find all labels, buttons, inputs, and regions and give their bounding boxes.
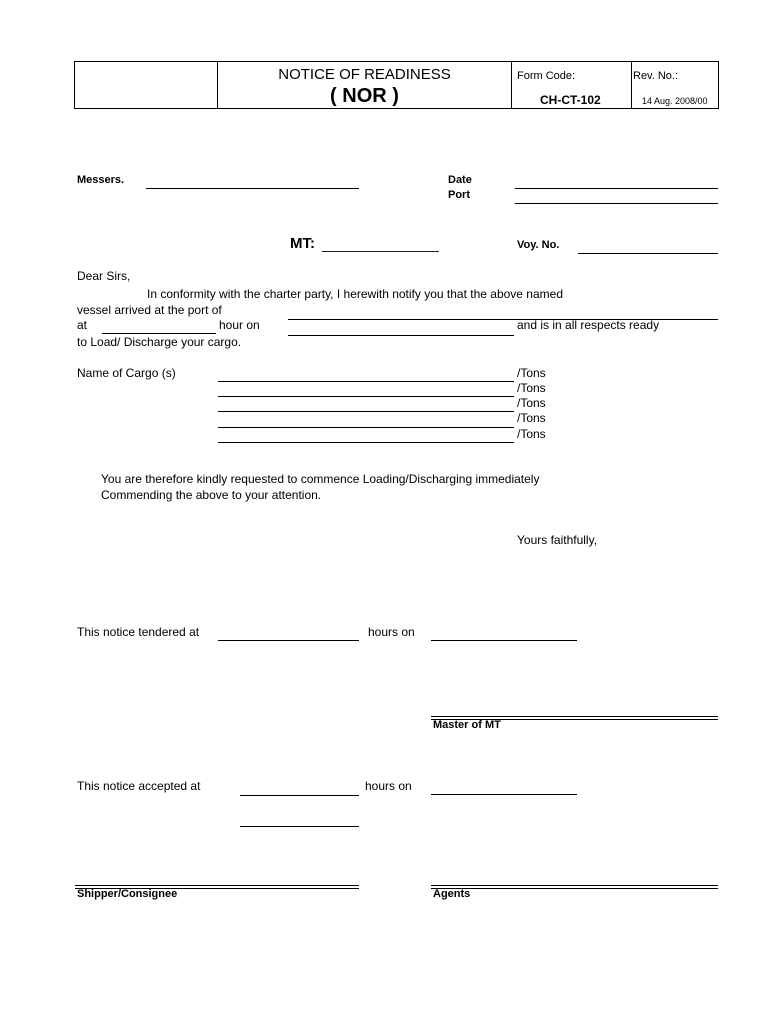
accepted-label: This notice accepted at	[77, 779, 201, 793]
tendered-time-field[interactable]	[218, 640, 359, 641]
port-field[interactable]	[515, 203, 718, 204]
messers-field[interactable]	[146, 188, 359, 189]
letter-line-4: to Load/ Discharge your cargo.	[77, 335, 242, 349]
letter-line-1: In conformity with the charter party, I herewith notify you that the above named	[147, 287, 563, 301]
letter-line-2: vessel arrived at the port of	[77, 303, 222, 317]
rev-label: Rev. No.:	[633, 70, 679, 82]
arrival-hour-field[interactable]	[102, 333, 216, 334]
request-text: You are therefore kindly requested to commence Loading/Discharging immediately	[101, 472, 540, 486]
form-title: NOTICE OF READINESS	[278, 66, 451, 83]
voy-label: Voy. No.	[517, 239, 560, 251]
port-label: Port	[448, 189, 470, 201]
date-field[interactable]	[515, 188, 718, 189]
cargo-label: Name of Cargo (s)	[77, 366, 176, 380]
at-label: at	[77, 318, 88, 332]
form-subtitle: ( NOR )	[330, 85, 399, 107]
messers-label: Messers.	[77, 174, 125, 186]
accepted-date-field[interactable]	[431, 794, 577, 795]
tons-unit: /Tons	[517, 381, 546, 395]
arrival-date-field[interactable]	[288, 335, 514, 336]
shipper-label: Shipper/Consignee	[77, 888, 178, 900]
cargo-field[interactable]	[218, 396, 514, 397]
tendered-hours-on: hours on	[368, 625, 415, 639]
accepted-extra-field[interactable]	[240, 826, 359, 827]
signoff: Yours faithfully,	[517, 533, 598, 547]
accepted-hours-on: hours on	[365, 779, 412, 793]
hour-on-label: hour on	[219, 318, 260, 332]
cargo-field[interactable]	[218, 442, 514, 443]
date-label: Date	[448, 174, 472, 186]
ready-text: and is in all respects ready	[517, 318, 660, 332]
tendered-label: This notice tendered at	[77, 625, 200, 639]
accepted-time-field[interactable]	[240, 795, 359, 796]
master-label: Master of MT	[433, 719, 501, 731]
agents-label: Agents	[433, 888, 471, 900]
rev-value: 14 Aug. 2008/00	[642, 96, 708, 106]
agents-signature-line[interactable]	[431, 885, 718, 889]
tons-unit: /Tons	[517, 366, 546, 380]
commend-text: Commending the above to your attention.	[101, 488, 322, 502]
tons-unit: /Tons	[517, 396, 546, 410]
tendered-date-field[interactable]	[431, 640, 577, 641]
mt-label: MT:	[290, 235, 315, 252]
tons-unit: /Tons	[517, 411, 546, 425]
cargo-field[interactable]	[218, 381, 514, 382]
tons-unit: /Tons	[517, 427, 546, 441]
cargo-field[interactable]	[218, 427, 514, 428]
salutation: Dear Sirs,	[77, 269, 131, 283]
cargo-field[interactable]	[218, 411, 514, 412]
header-divider	[631, 62, 632, 108]
form-code-label: Form Code:	[517, 70, 576, 82]
form-code-value: CH-CT-102	[540, 93, 601, 107]
voy-field[interactable]	[578, 253, 718, 254]
mt-field[interactable]: _______________	[322, 236, 439, 252]
